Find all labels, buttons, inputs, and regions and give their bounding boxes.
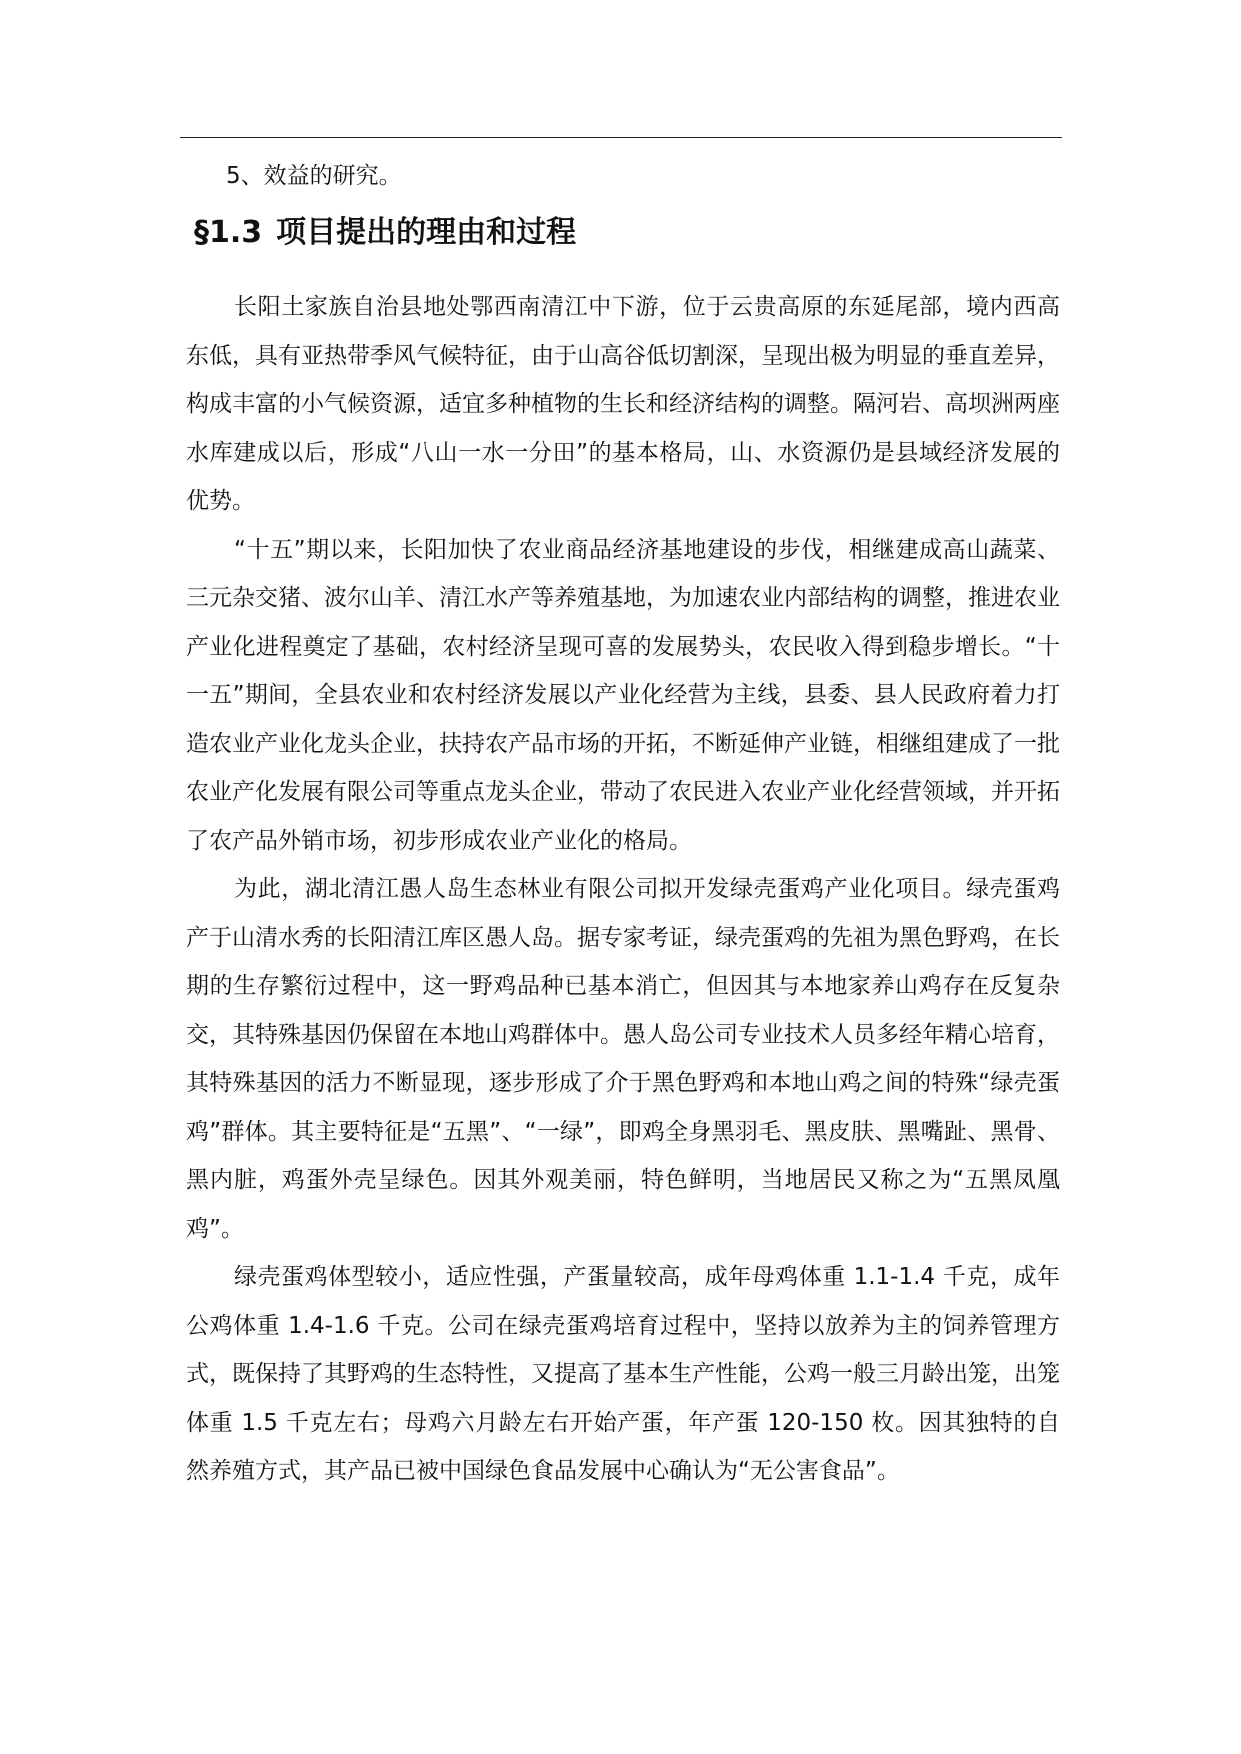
paragraph-green-shell-chicken-origin: 为此，湖北清江愚人岛生态林业有限公司拟开发绿壳蛋鸡产业化项目。绿壳蛋鸡产于山清水秀的长阳清江库区愚人岛。据专家考证，绿壳蛋鸡的先祖为黑色野鸡，在长期的生存繁衍过程中，这一野鸡品种已基本消亡，但因其与本地家养山鸡存在反复杂交，其特殊基因仍保留在本地山鸡群体中。愚人岛公司专业技术人员多经年精心培育，其特殊基因的活力不断显现，逐步形成了介于黑色野鸡和本地山鸡之间的特殊“绿壳蛋鸡”群体。其主要特征是“五黑”、“一绿”，即鸡全身黑羽毛、黑皮肤、黑嘴趾、黑骨、黑内脏，鸡蛋外壳呈绿色。因其外观美丽，特色鲜明，当地居民又称之为“五黑凤凰鸡”。 (186, 876, 1060, 1242)
section-number: §1.3 (194, 215, 263, 250)
section-heading (186, 208, 1060, 258)
paragraph-green-shell-chicken-traits: 绿壳蛋鸡体型较小，适应性强，产蛋量较高，成年母鸡体重 1.1-1.4 千克，成年公鸡体重 1.4-1.6 千克。公司在绿壳蛋鸡培育过程中，坚持以放养为主的饲养管理方式，既保持了其野鸡的生态特性，又提高了基本生产性能，公鸡一般三月龄出笼，出笼体重 1.5 千克左右；母鸡六月龄左右开始产蛋，年产蛋 120-150 枚。因其独特的自然养殖方式，其产品已被中国绿色食品发展中心确认为“无公害食品”。 (186, 1264, 1060, 1484)
section-title: 项目提出的理由和过程 (276, 215, 577, 250)
header-rule (180, 137, 1062, 138)
paragraph-agriculture-development: “十五”期以来，长阳加快了农业商品经济基地建设的步伐，相继建成高山蔬菜、三元杂交猪、波尔山羊、清江水产等养殖基地，为加速农业内部结构的调整，推进农业产业化进程奠定了基础，农村经济呈现可喜的发展势头，农民收入得到稳步增长。“十一五”期间，全县农业和农村经济发展以产业化经营为主线，县委、县人民政府着力打造农业产业化龙头企业，扶持农产品市场的开拓，不断延伸产业链，相继组建成了一批农业产化发展有限公司等重点龙头企业，带动了农民进入农业产业化经营领域，并开拓了农产品外销市场，初步形成农业产业化的格局。 (186, 536, 1060, 854)
list-item-benefit-research: 5、效益的研究。 (226, 163, 402, 189)
document-body (186, 152, 1060, 1496)
paragraph-geography: 长阳土家族自治县地处鄂西南清江中下游，位于云贵高原的东延尾部，境内西高东低，具有亚热带季风气候特征，由于山高谷低切割深，呈现出极为明显的垂直差异，构成丰富的小气候资源，适宜多种植物的生长和经济结构的调整。隔河岩、高坝洲两座水库建成以后，形成“八山一水一分田”的基本格局，山、水资源仍是县域经济发展的优势。 (186, 294, 1060, 514)
